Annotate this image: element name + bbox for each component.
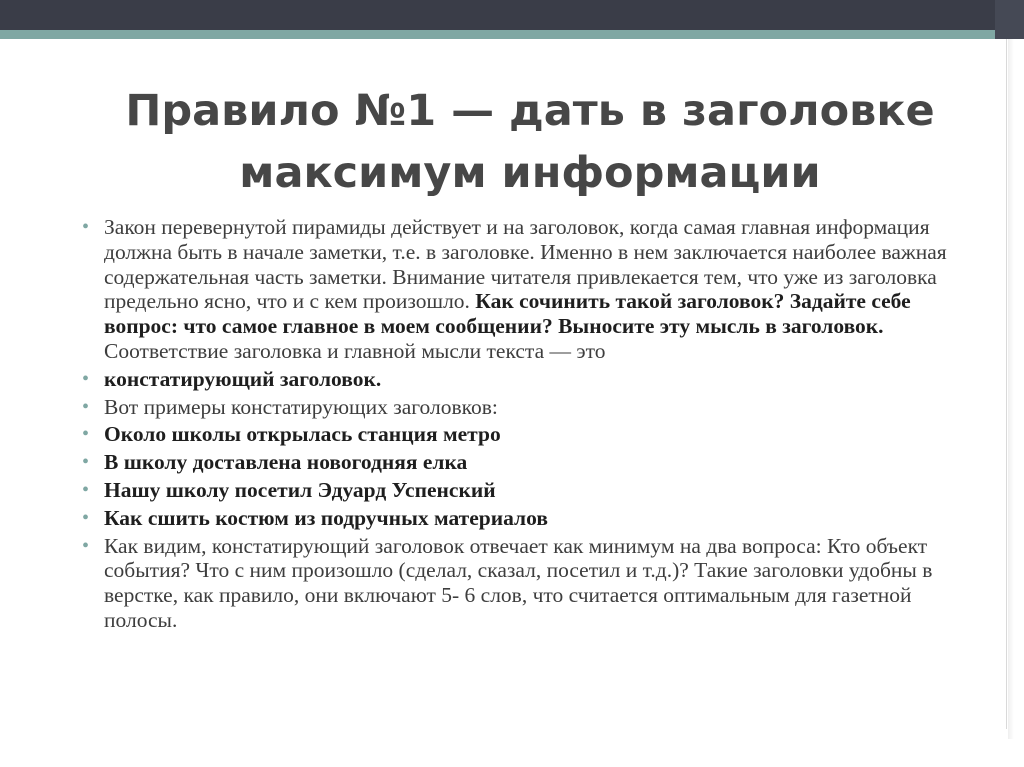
bullet-pyramid-law-text: Закон перевернутой пирамиды действует и на заголовок, когда самая главная информация должна быть в начале заметки, т.е. в заголовке. Именно в нем заключается наиболее важная содержательная часть заметки. Внимание читателя привлекается тем, что уже из заголовка предельно ясно, что и с кем произошло. (104, 215, 947, 314)
slide-frame-line (1006, 39, 1007, 729)
example-headline (78, 422, 978, 447)
example-headline-text: В школу доставлена новогодняя елка (104, 450, 468, 475)
bullet-examples-intro-text: Вот примеры констатирующих заголовков: (104, 394, 498, 419)
bullet-pyramid-law-tail: Соответствие заголовка и главной мысли текста — это (104, 338, 606, 363)
top-bar-corner (995, 0, 1024, 39)
example-headline (78, 450, 978, 475)
slide-title-line1: Правило №1 — дать в заголовке (125, 86, 935, 136)
slide-title (60, 80, 1000, 204)
example-headline-text: Около школы открылась станция метро (104, 422, 501, 447)
top-bar-teal (0, 30, 1024, 39)
slide-title-line2: максимум информации (239, 148, 821, 198)
slide-body (78, 215, 978, 636)
example-headline-text: Как сшить костюм из подручных материалов (104, 505, 548, 530)
bullet-conclusion (78, 534, 978, 633)
bullet-conclusion-text: Как видим, констатирующий заголовок отвечает как минимум на два вопроса: Кто объект события? Что с ним произошло (сделал, сказал, посетил и т.д.)? Такие заголовки удобны в верстке, как правило, они включают 5- 6 слов, что считается оптимальным для газетной полосы. (104, 533, 933, 632)
bullet-pyramid-law-bold: Как сочинить такой заголовок? Задайте себе вопрос: что самое главное в моем сообщении? Выносите эту мысль в заголовок. (104, 289, 911, 339)
bullet-stating-headline-text: констатирующий заголовок. (104, 366, 382, 391)
top-bar-dark (0, 0, 1024, 30)
example-headline-text: Нашу школу посетил Эдуард Успенский (104, 477, 496, 502)
example-headline (78, 506, 978, 531)
example-headline (78, 478, 978, 503)
slide-frame-shadow (1008, 39, 1014, 739)
bullet-pyramid-law (78, 215, 978, 364)
bullet-examples-intro (78, 395, 978, 420)
bullet-stating-headline (78, 367, 978, 392)
